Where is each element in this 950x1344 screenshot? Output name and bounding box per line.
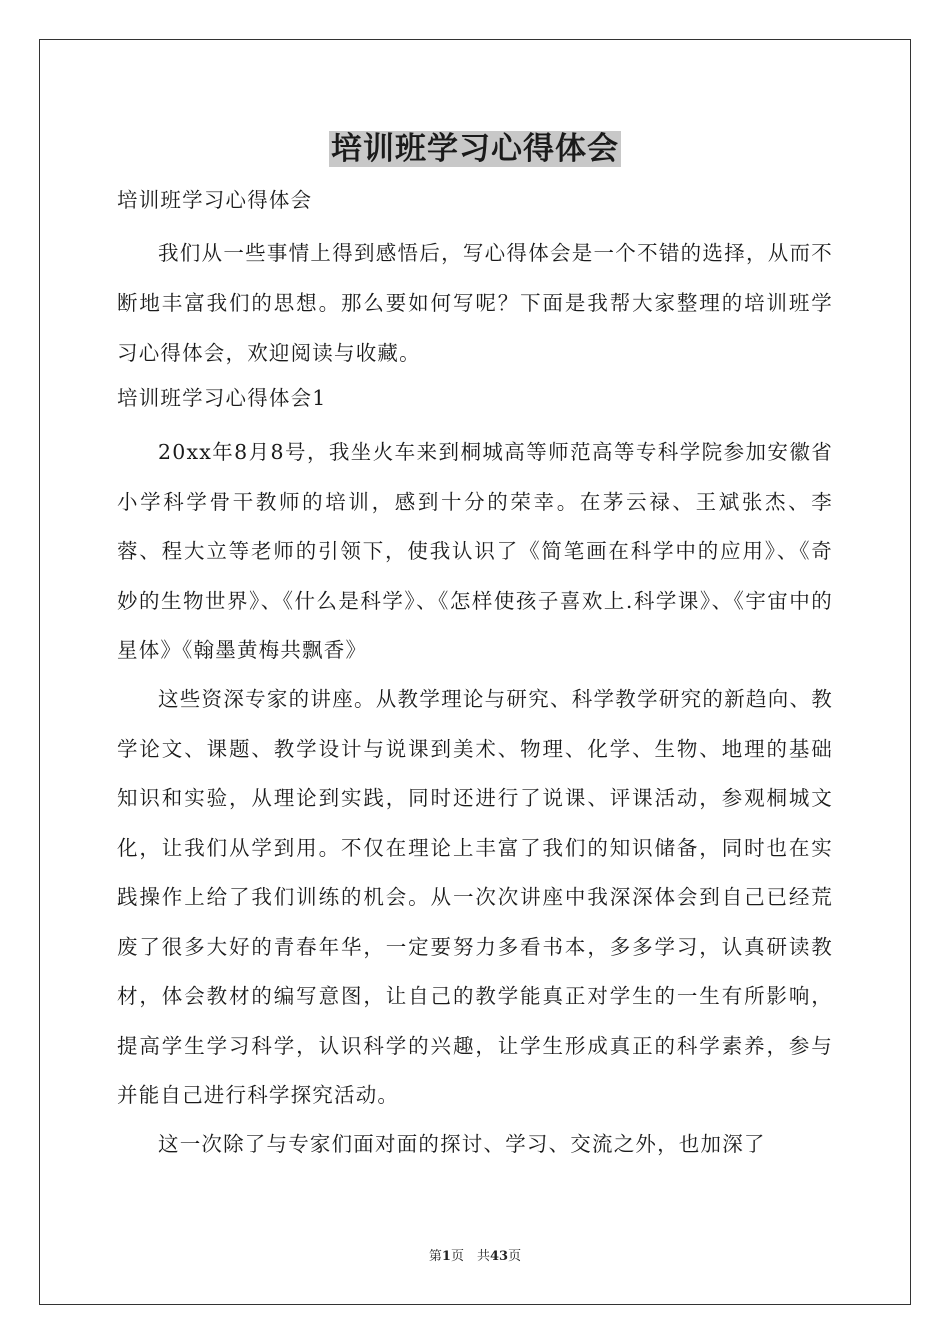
page-footer [0,1247,950,1267]
body-paragraph: 20xx年8月8号，我坐火车来到桐城高等师范高等专科学院参加安徽省小学科学骨干教师的培训，感到十分的荣幸。在茅云禄、王斌张杰、李蓉、程大立等老师的引领下，使我认识了《简笔画在科学中的应用》、《奇妙的生物世界》、《什么是科学》、《怎样使孩子喜欢上.科学课》、《宇宙中的星体》《翰墨黄梅共飘香》 [117,440,833,662]
footer-total-pages: 43 [489,1249,509,1264]
section-heading: 培训班学习心得体会1 [117,386,327,410]
document-title-text: 培训班学习心得体会 [331,131,619,167]
intro-paragraph: 我们从一些事情上得到感悟后，写心得体会是一个不错的选择，从而不断地丰富我们的思想。那么要如何写呢？下面是我帮大家整理的培训班学习心得体会，欢迎阅读与收藏。 [117,241,833,365]
footer-prefix: 第 [428,1249,442,1264]
footer-suffix: 页 [508,1249,522,1264]
document-subtitle: 培训班学习心得体会 [117,188,313,212]
document-title [0,126,950,172]
body-paragraph: 这一次除了与专家们面对面的探讨、学习、交流之外，也加深了 [158,1132,766,1156]
footer-page-number: 1 [441,1249,451,1264]
body-paragraph: 这些资深专家的讲座。从教学理论与研究、科学教学研究的新趋向、教学论文、课题、教学设计与说课到美术、物理、化学、生物、地理的基础知识和实验，从理论到实践，同时还进行了说课、评课活动，参观桐城文化，让我们从学到用。不仅在理论上丰富了我们的知识储备，同时也在实践操作上给了我们训练的机会。从一次次讲座中我深深体会到自己已经荒废了很多大好的青春年华，一定要努力多看书本，多多学习，认真研读教材，体会教材的编写意图，让自己的教学能真正对学生的一生有所影响，提高学生学习科学，认识科学的兴趣，让学生形成真正的科学素养，参与并能自己进行科学探究活动。 [117,687,833,1107]
footer-middle: 页 共 [450,1249,490,1264]
